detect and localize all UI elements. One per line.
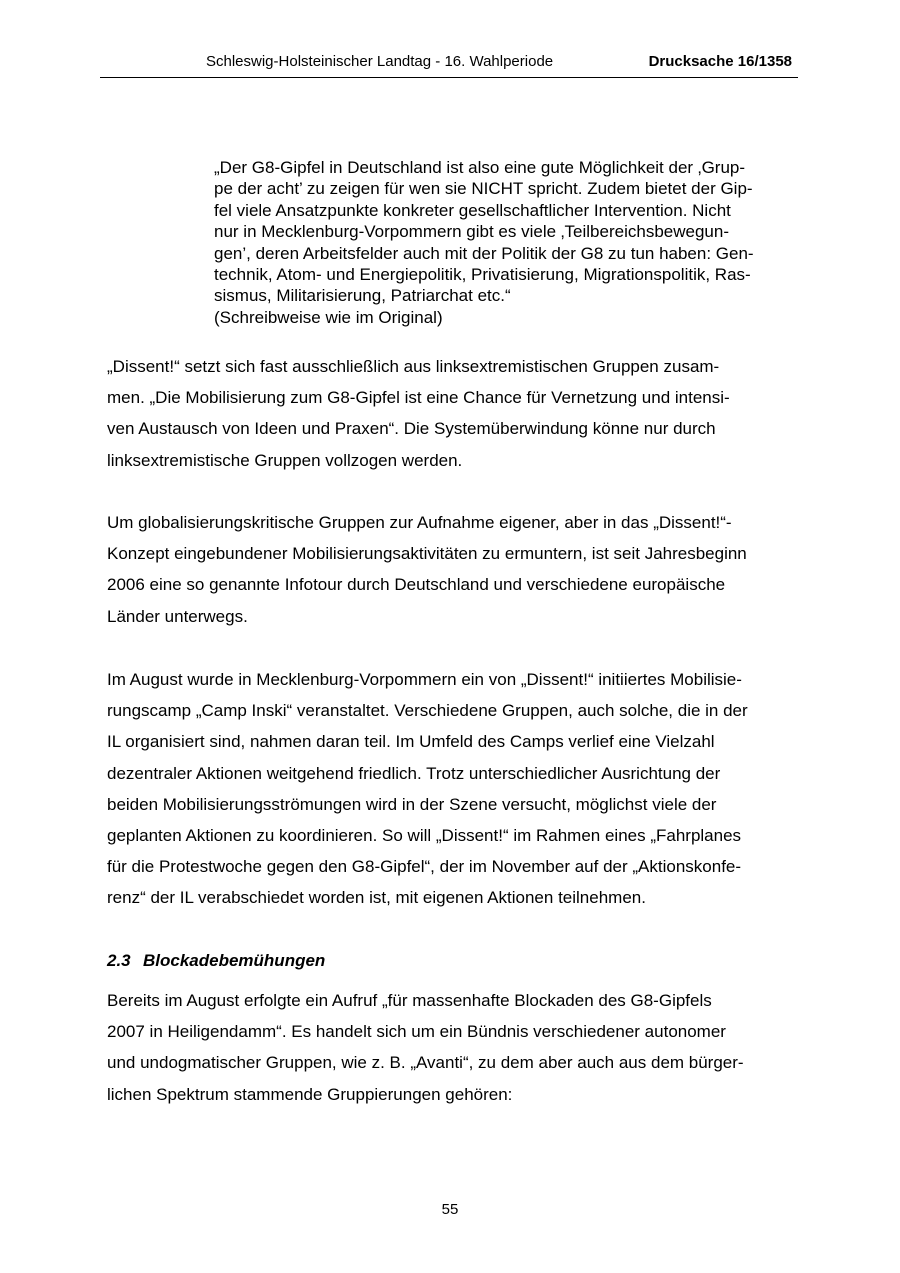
quote-line: pe der acht’ zu zeigen für wen sie NICHT spricht. Zudem bietet der Gip- [214, 179, 753, 199]
paragraph-line: für die Protestwoche gegen den G8-Gipfel“, der im November auf der „Aktionskonfe- [107, 857, 742, 877]
block-quote [214, 157, 794, 328]
section-heading [107, 950, 325, 972]
paragraph-line: rungscamp „Camp Inski“ veranstaltet. Verschiedene Gruppen, auch solche, die in der [107, 701, 748, 721]
paragraph-blockade [107, 985, 797, 1110]
paragraph-line: dezentraler Aktionen weitgehend friedlich. Trotz unterschiedlicher Ausrichtung der [107, 763, 721, 783]
page-number: 55 [441, 1201, 459, 1218]
section-number: 2.3 [107, 951, 131, 970]
paragraph-line: „Dissent!“ setzt sich fast ausschließlich aus linksextremistischen Gruppen zusam- [107, 357, 720, 376]
paragraph-line: IL organisiert sind, nahmen daran teil. Im Umfeld des Camps verlief eine Vielzahl [107, 732, 715, 752]
paragraph-line: men. „Die Mobilisierung zum G8-Gipfel ist eine Chance für Vernetzung und intensi- [107, 388, 730, 408]
paragraph-line: geplanten Aktionen zu koordinieren. So will „Dissent!“ im Rahmen eines „Fahrplanes [107, 826, 742, 846]
header-drucksache: Drucksache 16/1358 [648, 53, 792, 70]
paragraph-line: Konzept eingebundener Mobilisierungsaktivitäten zu ermuntern, ist seit Jahresbeginn [107, 544, 747, 564]
page-header [100, 52, 798, 76]
paragraph-dissent [107, 351, 797, 476]
paragraph-line: beiden Mobilisierungsströmungen wird in der Szene versucht, möglichst viele der [107, 794, 717, 814]
paragraph-line: 2007 in Heiligendamm“. Es handelt sich um ein Bündnis verschiedener autonomer [107, 1022, 726, 1042]
paragraph-line: linksextremistische Gruppen vollzogen werden. [107, 450, 463, 470]
header-rule [100, 77, 798, 78]
header-title: Schleswig-Holsteinischer Landtag - 16. Wahlperiode [206, 53, 554, 70]
paragraph-line: ven Austausch von Ideen und Praxen“. Die Systemüberwindung könne nur durch [107, 419, 716, 439]
quote-line: technik, Atom- und Energiepolitik, Privatisierung, Migrationspolitik, Ras- [214, 265, 751, 285]
paragraph-line: 2006 eine so genannte Infotour durch Deutschland und verschiedene europäische [107, 575, 726, 595]
paragraph-infotour [107, 507, 797, 632]
paragraph-line: lichen Spektrum stammende Gruppierungen gehören: [107, 1084, 513, 1104]
quote-line: gen’, deren Arbeitsfelder auch mit der Politik der G8 zu tun haben: Gen- [214, 243, 754, 263]
section-title: Blockadebemühungen [143, 951, 326, 970]
quote-line: „Der G8-Gipfel in Deutschland ist also eine gute Möglichkeit der ‚Grup- [214, 158, 746, 177]
quote-line: sismus, Militarisierung, Patriarchat etc.“ [214, 286, 511, 306]
quote-source-note: (Schreibweise wie im Original) [214, 307, 443, 327]
paragraph-camp [107, 664, 797, 914]
paragraph-line: Bereits im August erfolgte ein Aufruf „für massenhafte Blockaden des G8-Gipfels [107, 991, 712, 1010]
paragraph-line: Im August wurde in Mecklenburg-Vorpommern ein von „Dissent!“ initiiertes Mobilisie- [107, 670, 742, 689]
quote-line: nur in Mecklenburg-Vorpommern gibt es viele ‚Teilbereichsbewegun- [214, 222, 729, 242]
quote-line: fel viele Ansatzpunkte konkreter gesellschaftlicher Intervention. Nicht [214, 200, 731, 220]
paragraph-line: Um globalisierungskritische Gruppen zur Aufnahme eigener, aber in das „Dissent!“- [107, 513, 732, 532]
paragraph-line: und undogmatischer Gruppen, wie z. B. „Avanti“, zu dem aber auch aus dem bürger- [107, 1053, 744, 1073]
paragraph-line: renz“ der IL verabschiedet worden ist, mit eigenen Aktionen teilnehmen. [107, 888, 646, 908]
paragraph-line: Länder unterwegs. [107, 606, 248, 626]
